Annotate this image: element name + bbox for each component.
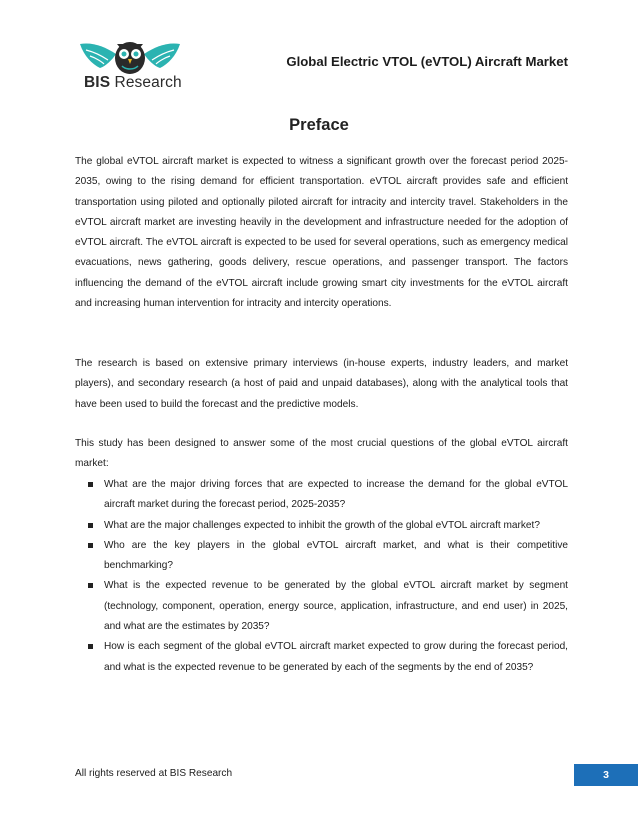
preface-heading: Preface — [289, 116, 349, 134]
question-text: What are the major driving forces that are expected to increase the demand for the global eVTOL aircraft market during the forecast period, 2025-2035? — [104, 479, 568, 511]
question-text: How is each segment of the global eVTOL aircraft market expected to grow during the forecast period, and what is the expected revenue to be generated by each of the segments by the end of 2035? — [104, 641, 568, 673]
preface-paragraph-2: The research is based on extensive primary interviews (in-house experts, industry leaders, and market players), and secondary research (a host of paid and unpaid databases), along with the analytical tools that have been used to build the forecast and the predictive models. — [75, 358, 568, 410]
bullet-icon — [88, 644, 93, 649]
footer-rights: All rights reserved at BIS Research — [75, 768, 233, 779]
bullet-icon — [88, 583, 93, 588]
list-item — [75, 475, 568, 516]
page-number-badge: 3 — [574, 764, 638, 786]
bis-research-logo — [76, 36, 184, 96]
question-text: What is the expected revenue to be generated by the global eVTOL aircraft market by segment (technology, component, operation, energy source, application, infrastructure, and end user) in 2025, and what are the estimates by 2035? — [104, 580, 568, 633]
preface-paragraph-3: This study has been designed to answer some of the most crucial questions of the global eVTOL aircraft market: — [75, 438, 568, 470]
list-item — [75, 637, 568, 678]
list-item — [75, 576, 568, 637]
question-text: Who are the key players in the global eVTOL aircraft market, and what is their competitive benchmarking? — [104, 539, 568, 572]
bullet-icon — [88, 543, 93, 548]
list-item — [75, 516, 568, 536]
question-text: What are the major challenges expected to inhibit the growth of the global eVTOL aircraft market? — [104, 519, 540, 531]
report-title: Global Electric VTOL (eVTOL) Aircraft Market — [286, 54, 568, 69]
questions-list — [75, 475, 568, 678]
list-item — [75, 536, 568, 577]
bullet-icon — [88, 482, 93, 487]
logo-wordmark: BIS Research — [84, 74, 182, 91]
bullet-icon — [88, 523, 93, 528]
owl-logo-icon — [76, 36, 184, 76]
preface-paragraph-1: The global eVTOL aircraft market is expected to witness a significant growth over the forecast period 2025-2035, owing to the rising demand for efficient transportation. eVTOL aircraft provides safe and efficient transportation using piloted and optionally piloted aircraft for intracity and intercity travel. Stakeholders in the eVTOL aircraft market are investing heavily in the development and infrastructure needed for the adoption of eVTOL aircraft. The eVTOL aircraft is expected to be used for several operations, such as emergency medical evacuations, news gathering, goods delivery, rescue operations, and passenger transport. The factors influencing the demand of the eVTOL aircraft include growing smart city investments for the eVTOL aircraft and increasing human intervention for intracity and intercity operations. — [75, 156, 568, 310]
